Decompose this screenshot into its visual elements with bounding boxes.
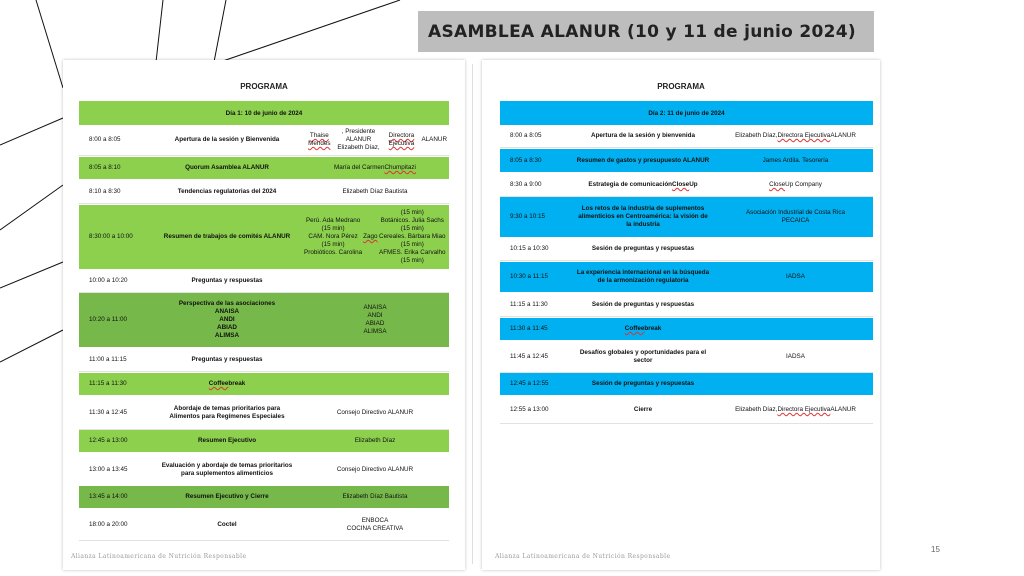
activity-cell: Coffee break: [624, 325, 662, 333]
speaker-cell: [301, 270, 449, 292]
activity-cell: Evaluación y abordaje de temas prioritarios para suplementos alimenticios: [161, 462, 293, 477]
time-cell: 8:10 a 8:30: [89, 188, 121, 196]
time-cell: 9:30 a 10:15: [510, 213, 546, 221]
time-cell: 11:15 a 11:30: [510, 301, 548, 309]
time-cell: 10:30 a 11:15: [510, 273, 549, 281]
schedule-row: [500, 397, 873, 423]
speaker-cell: ENBOCA COCINA CREATIVA: [346, 517, 404, 532]
schedule-row: [500, 125, 873, 147]
time-cell: 12:55 a 13:00: [510, 406, 549, 414]
schedule-row: [500, 149, 873, 172]
schedule-row: [79, 157, 449, 179]
activity-cell: Coffee break: [208, 380, 246, 388]
activity-cell: Apertura de la sesión y bienvenida: [591, 132, 695, 140]
program-heading: PROGRAMA: [240, 82, 288, 91]
speaker-cell: [718, 373, 873, 395]
row-separator: [500, 316, 873, 317]
speaker-cell: Consejo Directivo ALANUR: [336, 409, 414, 417]
schedule-row: [500, 373, 873, 395]
row-separator: [500, 147, 873, 148]
speaker-cell: Consejo Directivo ALANUR: [336, 466, 414, 474]
activity-cell: Apertura de la sesión y Bienvenida: [174, 136, 280, 144]
schedule-row: [79, 205, 449, 269]
time-cell: 11:30 a 11:45: [510, 325, 548, 333]
activity-cell: Preguntas y respuestas: [191, 277, 263, 285]
day-1-program-page: [63, 60, 465, 570]
organization-footer: Alianza Latinoamericana de Nutrición Responsable: [71, 553, 247, 560]
activity-cell: Los retos de la industria de suplementos alimenticios en Centroamérica: la visión de la industria: [578, 205, 708, 228]
activity-cell: Resumen de gastos y presupuesto ALANUR: [576, 156, 710, 164]
speaker-cell: Thaise Mendes , Presidente ALANUR Elizabeth Díaz, Directora Ejecutiva ALANUR: [308, 128, 447, 151]
speaker-cell: [718, 238, 873, 260]
time-cell: 8:05 a 8:10: [89, 164, 121, 172]
schedule-row: [79, 397, 449, 429]
activity-cell: Abordaje de temas prioritarios para Alimentos para Regímenes Especiales: [169, 405, 285, 420]
schedule-row: [500, 174, 873, 196]
speaker-cell: Close Up Company: [769, 181, 822, 189]
speaker-cell: Elizabeth Díaz Bautista: [342, 188, 408, 196]
day-header: Día 2: 11 de junio de 2024: [500, 101, 873, 125]
activity-cell: La experiencia internacional en la búsqueda de la armonización regulatoria: [576, 269, 710, 284]
speaker-cell: ANAISA ANDI ABIAD ALIMSA: [363, 304, 387, 335]
page-divider: [472, 64, 473, 564]
time-cell: 12:45 a 13:00: [89, 437, 128, 445]
time-cell: 12:45 a 12:55: [510, 380, 549, 388]
speaker-cell: Elizabeth Díaz: [354, 437, 396, 445]
schedule-row: [79, 125, 449, 155]
row-separator: [79, 155, 449, 156]
schedule-row: [500, 294, 873, 316]
activity-cell: Coctel: [217, 521, 237, 529]
slide-title-bar: [418, 11, 874, 52]
schedule-row: [79, 454, 449, 486]
day-header: Día 1: 10 de junio de 2024: [79, 101, 449, 125]
activity-cell: Preguntas y respuestas: [191, 356, 263, 364]
time-cell: 8:00 a 8:05: [89, 136, 121, 144]
schedule-row: [79, 373, 449, 395]
activity-cell: Resumen Ejecutivo y Cierre: [185, 493, 269, 501]
time-cell: 10:20 a 11:00: [89, 316, 128, 324]
activity-cell: Quorum Asamblea ALANUR: [185, 164, 269, 172]
time-cell: 8:00 a 8:05: [510, 132, 542, 140]
page-number: 15: [931, 545, 940, 554]
schedule-row: [79, 181, 449, 203]
time-cell: 10:15 a 10:30: [510, 245, 549, 253]
speaker-cell: [718, 318, 873, 340]
speaker-cell: [301, 349, 449, 371]
activity-cell: Perspectiva de las asociaciones ANAISA ANDI ABIAD ALIMSA: [178, 300, 276, 339]
activity-cell: Estrategia de comunicación Close Up: [588, 181, 698, 189]
schedule-row: [500, 318, 873, 340]
activity-cell: Sesión de preguntas y respuestas: [591, 380, 695, 388]
activity-cell: Resumen Ejecutivo: [197, 437, 257, 445]
row-separator: [500, 423, 873, 424]
program-heading: PROGRAMA: [657, 82, 705, 91]
time-cell: 11:00 a 11:15: [89, 356, 127, 364]
schedule-row: [500, 262, 873, 292]
schedule-row: [500, 342, 873, 372]
schedule-row: [500, 238, 873, 260]
time-cell: 8:30 a 9:00: [510, 181, 542, 189]
schedule-row: [79, 349, 449, 371]
activity-cell: Cierre: [633, 406, 653, 414]
activity-cell: Desafíos globales y oportunidades para el sector: [579, 349, 707, 364]
row-separator: [500, 260, 873, 261]
organization-footer: Alianza Latinoamericana de Nutrición Responsable: [495, 553, 671, 560]
time-cell: 11:15 a 11:30: [89, 380, 127, 388]
schedule-row: [500, 197, 873, 237]
schedule-row: [79, 510, 449, 540]
speaker-cell: IADSA: [786, 273, 805, 281]
activity-cell: Sesión de preguntas y respuestas: [591, 301, 695, 309]
time-cell: 13:00 a 13:45: [89, 466, 128, 474]
schedule-row: [79, 270, 449, 292]
speaker-cell: María del Carmen Chumpitazi: [334, 164, 416, 172]
time-cell: 8:05 a 8:30: [510, 156, 542, 164]
activity-cell: Sesión de preguntas y respuestas: [591, 245, 695, 253]
day-2-program-page: [482, 60, 880, 570]
speaker-cell: Elizabeth Díaz, Directora Ejecutiva ALANUR: [735, 132, 856, 140]
schedule-row: [79, 293, 449, 347]
time-cell: 18:00 a 20:00: [89, 521, 128, 529]
speaker-cell: Elizabeth Díaz, Directora Ejecutiva ALANUR: [735, 406, 856, 414]
row-separator: [79, 371, 449, 372]
speaker-cell: Perú. Ada Medrano (15 min) CAM. Nora Pérez (15 min) Probióticos. Carolina Zago (15 min) Botánicos. Julia Sachs (15 min) Cereales. Bárbara Miao (15 min) AFMES. Erika Carvalho (15 min): [304, 209, 446, 264]
time-cell: 11:30 a 12:45: [89, 409, 128, 417]
time-cell: 10:00 a 10:20: [89, 277, 128, 285]
speaker-cell: [718, 294, 873, 316]
activity-cell: Tendencias regulatorias del 2024: [177, 188, 277, 196]
time-cell: 11:45 a 12:45: [510, 353, 549, 361]
activity-cell: Resumen de trabajos de comités ALANUR: [163, 233, 291, 241]
speaker-cell: [301, 373, 449, 395]
schedule-row: [79, 486, 449, 508]
speaker-cell: James Ardila. Tesorería: [762, 156, 829, 164]
speaker-cell: IADSA: [786, 353, 805, 361]
row-separator: [79, 540, 449, 541]
slide-title: ASAMBLEA ALANUR (10 y 11 de junio 2024): [428, 21, 856, 42]
row-separator: [79, 203, 449, 204]
time-cell: 8:30:00 a 10:00: [89, 233, 133, 241]
schedule-row: [79, 430, 449, 452]
time-cell: 13:45 a 14:00: [89, 493, 128, 501]
speaker-cell: Elizabeth Díaz Bautista: [342, 493, 408, 501]
speaker-cell: Asociación Industrial de Costa Rica PECAICA: [745, 209, 846, 224]
